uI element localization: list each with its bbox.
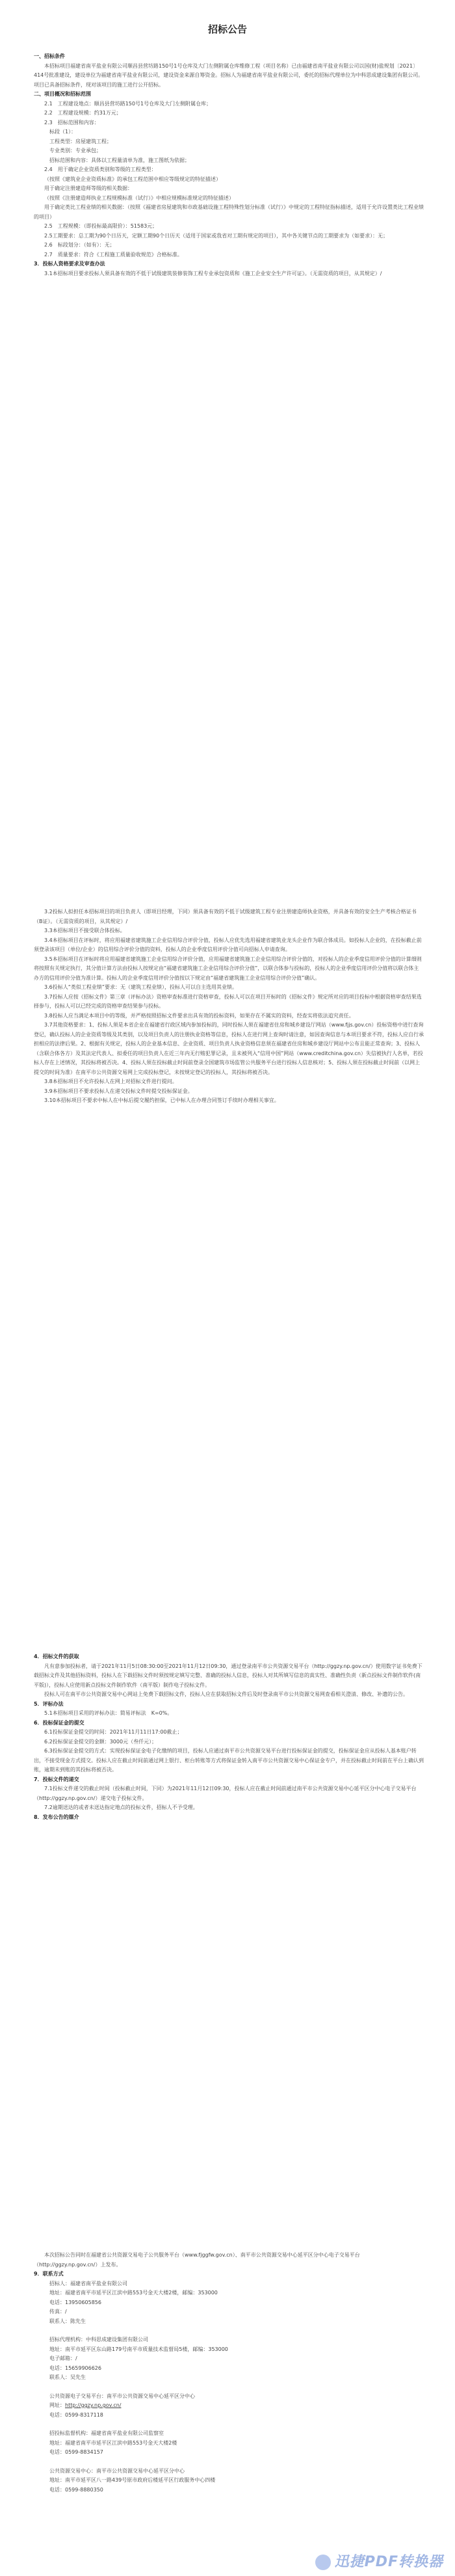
section-2-line-11: 2.6 标段划分：（如有）：无； bbox=[44, 242, 115, 248]
section-2-line-2: 2.2 工程建设规模：约31万元； bbox=[44, 110, 122, 116]
agent-phone: 15659906626 bbox=[65, 2365, 101, 2371]
section-3-line-12: 3.10本招标项目不要求中标人在中标后提交履约担保，已中标人在办理合同签订手续时办理相关事宜。 bbox=[44, 1097, 280, 1103]
section-6-line-2: 6.2投标保证金提交的金额：3000元（叁仟元）； bbox=[44, 1738, 157, 1745]
section-2-sub-3: 专业类别：专业承包； bbox=[49, 148, 101, 154]
center-label: 公共资源交易中心： bbox=[49, 2467, 96, 2474]
section-1-heading: 一、招标条件 bbox=[34, 53, 65, 59]
section-2-heading: 二、项目概况和招标范围 bbox=[34, 91, 91, 97]
platform-phone-label: 电话： bbox=[49, 2411, 65, 2418]
section-2-line-4: 2.4 用于确定企业资质类别和等级的工程类型： bbox=[44, 167, 157, 172]
section-3-line-1: 3.1本招标项目要求投标人须具备有效的不低于试级建筑装修装饰工程专业承包资质和《施工企业安全生产许可证》。（无需资质的项目，从其规定）/ bbox=[44, 270, 382, 276]
section-3-line-2: 3.2投标人拟担任本招标项目的项目负责人（即项目经理，下同）须具备有效的不低于试级建筑工程专业注册建造师执业资格，并具备有效的安全生产考核合格证书（B证）。（无需资质的项目，从其规定）/ bbox=[34, 909, 417, 924]
center-phone: 0599-8880350 bbox=[65, 2486, 103, 2493]
section-2-line-1: 2.1 工程建设地点：顺昌县营坊路150号1号仓库及大门左侧附属仓库； bbox=[44, 100, 212, 107]
supervisor-phone: 0599-8834157 bbox=[65, 2449, 103, 2455]
media-statement: 本次招标公告同时在福建省公共资源交易电子公共服务平台（www.fjggfw.gov.cn）、南平市公共资源交易中心延平区分中心电子交易平台（http://ggzy.np.gov.cn/）上发布。 bbox=[34, 2252, 360, 2268]
block-1 bbox=[34, 52, 424, 278]
section-2-line-8: 用于确定类比工程业绩的相关数据：（按照《福建省房屋建筑和市政基础设施工程特殊性划分标准（试行）》中规定的工程特征指标描述，适用于允许设置类比工程业绩的项目） bbox=[34, 204, 424, 220]
tenderer-fax-label: 传真： bbox=[49, 2309, 65, 2314]
section-2-line-9: 2.5 工程规模：（即投标最高限价）：51583元； bbox=[44, 223, 158, 229]
tenderer-contact-label: 联系人： bbox=[49, 2318, 70, 2324]
section-4-heading: 4．招标文件的获取 bbox=[34, 1654, 79, 1659]
section-7-line-1: 7.1投标文件递交的截止时间（投标截止时间，下同）为2021年11月12日09:30，投标人应在截止时间前通过南平市公共资源交易中心延平区分中心电子交易平台（http://ggzy.np.gov.cn/）递交电子投标文件。 bbox=[34, 1786, 417, 1801]
tenderer-label: 招标人： bbox=[49, 2280, 70, 2287]
agent-contact: 吴先生 bbox=[70, 2374, 86, 2380]
tenderer-fax: / bbox=[65, 2309, 67, 2314]
platform-url-label: 网址： bbox=[49, 2402, 65, 2408]
section-3-line-3: 3.3本招标项目不接受联合体投标。 bbox=[44, 928, 125, 933]
pdf-converter-icon bbox=[315, 2555, 331, 2570]
section-2-line-7: （按照《注册建造师执业工程规模标准（试行）》中相应规模标准规定的特征描述） bbox=[44, 195, 234, 201]
block-4 bbox=[34, 2251, 424, 2495]
block-2 bbox=[34, 907, 424, 1106]
section-3-line-11: 3.9本招标项目不要求投标人在递交投标文件时提交投标保证金。 bbox=[44, 1088, 193, 1094]
agent-email: / bbox=[75, 2355, 77, 2361]
section-2-line-6: 用于确定注册建造师等级的相关数据： bbox=[44, 185, 133, 191]
agent-name: 中科思成建设集团有限公司 bbox=[86, 2337, 148, 2342]
section-3-line-6: 3.6投标人“类似工程业绩”要求：无（建筑工程业绩），投标人可以自主选用其业绩。 bbox=[44, 984, 238, 990]
tenderer-phone-label: 电话： bbox=[49, 2299, 65, 2305]
watermark bbox=[315, 2551, 443, 2571]
agent-contact-label: 联系人： bbox=[49, 2374, 70, 2380]
section-8-heading: 8．发布公告的媒介 bbox=[34, 1814, 79, 1820]
supervisor-addr-label: 地址： bbox=[49, 2439, 65, 2446]
supervisor-label: 招投标监督机构： bbox=[49, 2430, 91, 2436]
section-3-line-5: 3.5本招标项目在评标时将应用福建省建筑施工企业信用综合评价分值，应用福建省建筑施工企业信用综合评价分值的，对投标人的企业季度信用评价分值的计算细则将按照有关规定执行，其分值计算方法由投标人按规定由“福建省建筑施工企业信用综合评价分值”，以联合体参与投标的，投标人的企业季度信用评价分值将以联合体主办方的信用评价分值为准计算。投标人的企业季度信用评价分值按以下规定由“福建省建筑施工企业信用综合评价分值”确认。 bbox=[34, 956, 422, 981]
tenderer-addr-label: 地址： bbox=[49, 2290, 65, 2296]
tenderer-name: 福建省南平盐业有限公司 bbox=[70, 2280, 127, 2287]
section-3-line-7: 3.7投标人应按《招标文件》第三章（评标办法）资格审查标准进行资格审查，投标人可以在项目开标时的《招标文件》规定所对应的项目投标中根据资格审查结果选择参与，投标人可以已经完成的资格审查结果参与投标。 bbox=[34, 993, 422, 1009]
section-3-line-10: 3.8本招标项目不允许投标人在网上对招标文件进行提问。 bbox=[44, 1079, 177, 1084]
section-4-line-2: 投标人可在南平市公共资源交易中心网站上免费下载招标文件，投标人应在获取招标文件后及时登录南平市公共资源交易网查看相关澄清、修改、补遗的公告。 bbox=[44, 1691, 408, 1697]
section-6-heading: 6．投标保证金的提交 bbox=[34, 1719, 84, 1726]
agent-email-label: 电子邮箱： bbox=[49, 2355, 75, 2361]
section-2-line-5: （按照《建筑业企业资质标准》的承包工程范围中相应等级规定的特征描述） bbox=[44, 176, 221, 182]
section-2-line-3: 2.3 招标范围和内容： bbox=[44, 119, 99, 126]
supervisor-address: 福建省南平市延平区江滨中路553号金天大楼2楼 bbox=[65, 2439, 177, 2446]
tenderer-contact: 陈先生 bbox=[70, 2318, 86, 2324]
section-7-heading: 7．投标文件的递交 bbox=[34, 1776, 79, 1782]
section-3-line-9: 3.7其他资格要求：1、投标人须是本省企业在福建省行政区域内参加投标的，同时投标人须在福建省住房和城乡建设厅网站（www.fjjs.gov.cn）投标资格中进行查询登记，确认投标人的企业资质等级及其类别，以及项目负责人的注册执业资格等信息，投标人在进行网上查询时请注意，如因查询信息与本项目要求不符，投标人应自行承担相应的法律后果。2、根据有关规定，投标人的企业基本信息、企业资质、项目负责人执业资格信息须在福建省住房和城乡建设厅网站中公布且能正常查询；3、投标人（含联合体各方）及其法定代表人、拟委任的项目负责人在近三年内无行贿犯罪记录，且未被列入“信用中国”网站（www.creditchina.gov.cn）失信被执行人名单，若投标人存在上述情况，其投标将被否决。4、投标人须在投标截止时间前登录全国建筑市场监管公共服务平台进行投标人信息核对；5、投标人须在投标截止时间前（以网上提交的时间为准）在南平市公共资源交易网上完成投标登记，未按规定登记的投标人，其投标将被否决。 bbox=[34, 1022, 424, 1075]
center-addr-label: 地址： bbox=[49, 2477, 65, 2483]
section-6-line-3: 6.3投标保证金提交的方式：实现投标保证金电子化缴纳的项目，投标人应通过南平市公共资源交易平台进行投标保证金的提交，投标保证金应从投标人基本账户转出，不接受现金方式提交。投标人应在截止时间前通过网上银行、柜台转账等方式将保证金转入南平市公共资源交易中心保证金专户，并在投标截止时间前在平台上确认到账，逾期未到账的其投标将被否决。 bbox=[34, 1748, 424, 1773]
platform-url-link[interactable]: http://ggzy.np.gov.cn/ bbox=[65, 2402, 122, 2408]
section-2-sub-4: 招标范围和内容：具体以工程量清单为准，施工图纸为依据； bbox=[49, 157, 190, 163]
center-phone-label: 电话： bbox=[49, 2486, 65, 2493]
section-7-line-2: 7.2逾期送达的或者未送达指定地点的投标文件，招标人不予受理。 bbox=[44, 1805, 198, 1810]
platform-phone: 0599-8317118 bbox=[65, 2411, 103, 2418]
section-3-line-8: 3.8投标人应当满足本项目中的等级，并严格按照招标文件要求出具有效的投标资料，如果存在不属实的资料，经查实将依法追究责任。 bbox=[44, 1012, 354, 1019]
agent-addr-label: 地址： bbox=[49, 2346, 65, 2352]
section-6-line-1: 6.1投标保证金提交的时间：2021年11月11日17:00截止； bbox=[44, 1729, 183, 1735]
watermark-text: 迅捷PDF转换器 bbox=[334, 2554, 443, 2570]
page-title: 招标公告 bbox=[207, 23, 247, 35]
section-5-line-1: 5.1本招标项目采用的评标办法：简易评标法 K=0%。 bbox=[44, 1710, 173, 1716]
agent-phone-label: 电话： bbox=[49, 2365, 65, 2371]
section-4-line-1: 凡有意参加投标者，请于2021年11月5日08:30:00至2021年11月12日09:30，通过登录南平市公共资源交易平台（http://ggzy.np.gov.cn/）使用数字证书免费下载招标文件及其他招标资料，投标人在下载招标文件时须按规定填写完整、准确的投标人信息，投标人对其所填写信息的真实性、准确性负责（新点投标文件制作软件(南平版)），投标人应使用新点投标文件制作软件（南平版）制作电子投标文件。 bbox=[34, 1663, 422, 1688]
agent-address: 南平市延平区东山路179号南平市质量技术监督局5楼，邮编：353000 bbox=[65, 2346, 228, 2352]
section-9-heading: 9．联系方式 bbox=[34, 2271, 64, 2277]
block-3 bbox=[34, 1652, 424, 1822]
supervisor-phone-label: 电话： bbox=[49, 2449, 65, 2455]
tenderer-phone: 13950605856 bbox=[65, 2299, 101, 2305]
section-3-heading: 3．投标人资格要求及审查办法 bbox=[34, 261, 105, 267]
platform-label: 公共资源电子交易平台： bbox=[49, 2393, 107, 2399]
tenderer-address: 福建省南平市延平区江滨中路553号金天大楼2楼，邮编：353000 bbox=[65, 2290, 218, 2296]
section-2-sub-2: 工程类型：房屋建筑工程； bbox=[49, 138, 112, 144]
supervisor-name: 福建省南平盐业有限公司监察室 bbox=[91, 2430, 164, 2436]
center-name: 南平市公共资源交易中心延平区分中心 bbox=[96, 2467, 185, 2474]
section-5-heading: 5．评标办法 bbox=[34, 1700, 64, 1707]
section-3-line-4: 3.4本招标项目在评标时，将应用福建省建筑施工企业信用综合评价分值，投标人应优先选用福建省建筑业龙头企业作为联合体成员。如投标人企业的，在投标截止前须登录该项目（单位/企业）的信用综合评价分值的资料，投标人的企业季度信用评价分值可向招标人申请查询。 bbox=[34, 937, 422, 952]
agent-label: 招标代理机构： bbox=[49, 2337, 86, 2342]
platform-name: 南平市公共资源交易中心延平区分中心 bbox=[107, 2393, 195, 2399]
section-2-line-10: 2.5工期要求：总工期为90个日历天，定额工期90个日历天（适用于国家或我省对工期有规定的项目），其中各关键节点的工期要求为（如要求）：无； bbox=[44, 232, 389, 239]
center-address: 南平市延平区八一路439号原市政府后楼延平区行政服务中心四楼 bbox=[65, 2477, 216, 2483]
section-2-line-12: 2.7 质量要求：符合《工程施工质量验收规范》合格标准。 bbox=[44, 251, 183, 258]
section-1-body: 本招标项目福建省南平盐业有限公司顺昌县营坊路150号1号仓库及大门左侧附属仓库维修工程（项目名称）已由福建省南平盐业有限公司以国(财)盐规划〔2021〕414号批准建设，建设单位为福建省南平盐业有限公司，建设资金来源自筹资金。招标人为福建省南平盐业有限公司，委托的招标代理单位为中科思成建设集团有限公司。项目已具备招标条件，现对该项目的施工进行公开招标。 bbox=[34, 62, 424, 88]
section-2-sub-1: 标段（1）： bbox=[49, 129, 77, 135]
